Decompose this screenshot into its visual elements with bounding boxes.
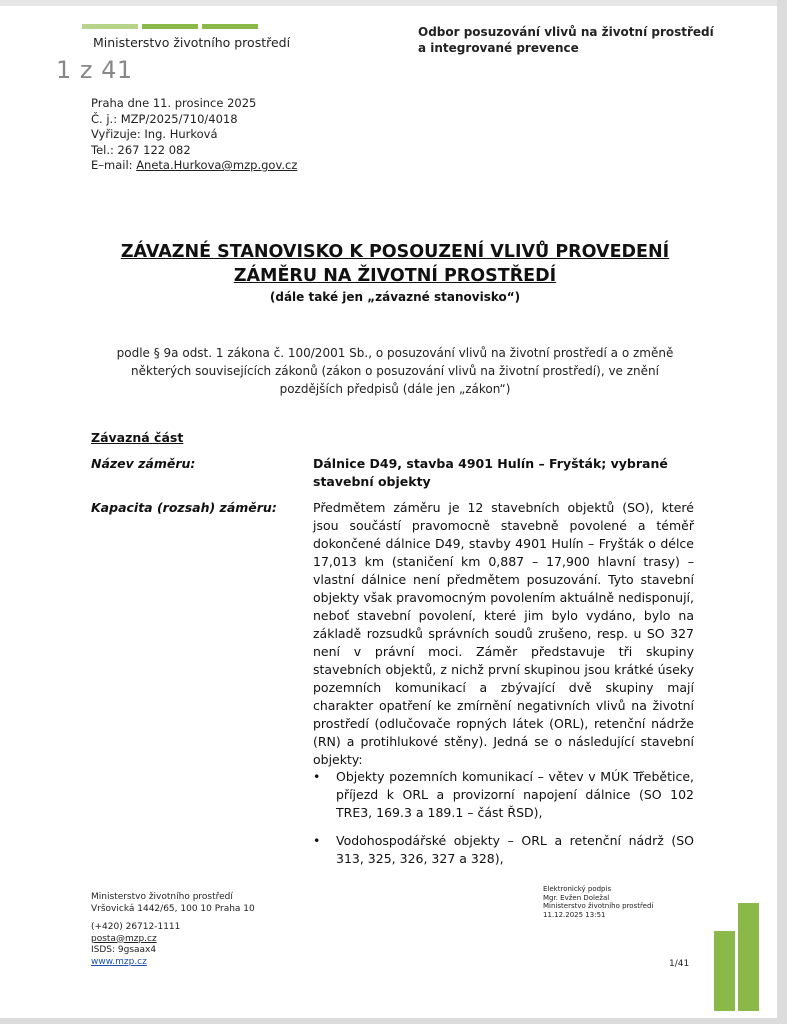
footer-email-link[interactable]: posta@mzp.cz (91, 933, 157, 944)
email-row (91, 158, 297, 174)
bullet-icon: • (313, 769, 321, 784)
project-name-value: Dálnice D49, stavba 4901 Hulín – Fryšták; vybrané stavební objekty (313, 456, 668, 489)
list-item (313, 768, 694, 822)
section-title: Závazná část (91, 430, 184, 445)
esign-title: Elektronický podpis (543, 885, 612, 893)
viewer-bottom-edge (0, 1018, 787, 1024)
footer-phone: (+420) 26712-1111 (91, 922, 181, 932)
title-subtitle: (dále také jen „závazné stanovisko“) (269, 290, 521, 304)
capacity-label: Kapacita (rozsah) záměru: (91, 500, 277, 515)
legal-line-3: pozdějších předpisů (dále jen „zákon“) (279, 382, 511, 396)
project-name-label: Název záměru: (91, 456, 196, 471)
deco-bar (714, 931, 735, 1011)
footer-contact (91, 922, 180, 968)
email-label: E–mail: (91, 158, 137, 172)
footer-ministry: Ministerstvo životního prostředí (91, 892, 233, 902)
bullet-icon: • (313, 833, 321, 848)
deco-bar (738, 903, 759, 1011)
legal-line-1: podle § 9a odst. 1 zákona č. 100/2001 Sb., o posuzování vlivů na životní prostředí a o změně (116, 346, 674, 360)
handled-by: Vyřizuje: Ing. Hurková (91, 127, 218, 141)
email-link[interactable]: Aneta.Hurkova@mzp.gov.cz (136, 158, 298, 172)
legal-basis (90, 344, 700, 398)
viewer-top-edge (0, 0, 787, 6)
logo-bar (82, 24, 138, 29)
list-item (313, 832, 694, 868)
logo-bar (202, 24, 258, 29)
object-list (313, 768, 694, 878)
page-counter: 1 z 41 (56, 56, 133, 84)
footer-isds: ISDS: 9gsaax4 (91, 945, 157, 955)
footer-address (91, 892, 255, 915)
logo-bar (142, 24, 198, 29)
esign-date: 11.12.2025 13:51 (543, 910, 606, 919)
phone: Tel.: 267 122 082 (91, 142, 191, 157)
capacity-text: Předmětem záměru je 12 stavebních objektů (SO), které jsou součástí pravomocně stavebně povolené a téměř dokončené dálnice D49, stavby 4901 Hulín – Fryšták o délce 17,013 km (staničení km 0,887 – 17,900 hlavní trasy) – vlastní dálnice není předmětem posuzování. Tyto stavební objekty však pravomocným povolením aktuálně nedisponují, neboť stavební povolení, které jim bylo vydáno, bylo na základě rozsudků správních soudů zrušeno, resp. u SO 327 není v právní moci. Záměr představuje tři skupiny stavebních objektů, z nichž první skupinou jsou krátké úseky pozemních komunikací a zbývající dvě skupiny mají charakter opatření ke zmírnění negativních vlivů na životní prostředí (odlučovače ropných látek (ORL), retenční nádrže (RN) a protihlukové stěny). Jedná se o následující stavební objekty: (313, 500, 694, 767)
page-number: 1/41 (669, 959, 690, 969)
list-item-text: Objekty pozemních komunikací – větev v MÚK Třebětice, příjezd k ORL a provizorní napojení dálnice (SO 102 TRE3, 169.3 a 189.1 – část ŘSD), (336, 769, 694, 820)
esign-name: Mgr. Evžen Doležal (543, 893, 610, 902)
viewer-right-edge (777, 0, 787, 1024)
place-date: Praha dne 11. prosince 2025 (91, 96, 257, 110)
reference-number: Č. j.: MZP/2025/710/4018 (91, 111, 238, 126)
department-line-1: Odbor posuzování vlivů na životní prostředí (418, 25, 714, 39)
title-line-2: ZÁMĚRU NA ŽIVOTNÍ PROSTŘEDÍ (233, 266, 557, 286)
department-line-2: a integrované prevence (418, 41, 579, 55)
ministry-logo-text: Ministerstvo životního prostředí (93, 35, 291, 50)
esign-org: Ministerstvo životního prostředí (543, 902, 654, 910)
ministry-logo-bars (82, 24, 258, 29)
electronic-signature (543, 885, 653, 919)
department-name (418, 24, 714, 56)
footer-web-link[interactable]: www.mzp.cz (91, 956, 147, 967)
legal-line-2: některých souvisejících zákonů (zákon o posuzování vlivů na životní prostředí), ve znění (131, 364, 659, 378)
list-item-text: Vodohospodářské objekty – ORL a retenční nádrž (SO 313, 325, 326, 327 a 328), (336, 833, 694, 866)
footer-street: Vršovická 1442/65, 100 10 Praha 10 (91, 903, 255, 914)
title-line-1: ZÁVAZNÉ STANOVISKO K POSOUZENÍ VLIVŮ PROVEDENÍ (120, 242, 670, 262)
letter-metadata (91, 96, 297, 174)
document-title (80, 240, 710, 304)
